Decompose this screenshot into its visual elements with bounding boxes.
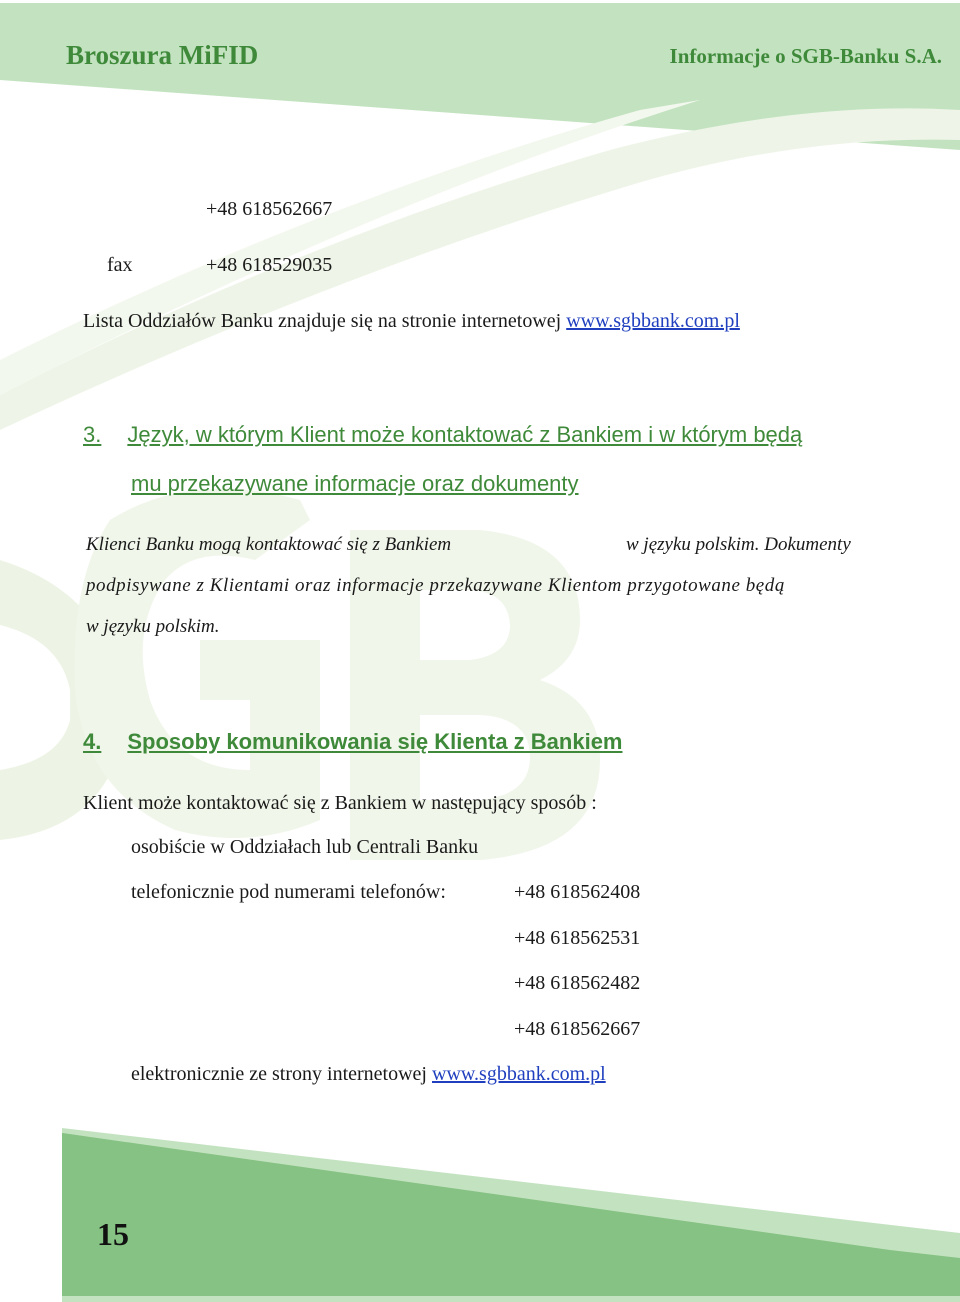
branches-line xyxy=(83,309,740,333)
phone-number: +48 618562667 xyxy=(514,1018,641,1040)
watermark-swoosh xyxy=(0,108,960,430)
brochure-title: Broszura MiFID xyxy=(66,40,259,70)
section4-number: 4. xyxy=(83,729,102,754)
contact-electronic-text: elektronicznie ze strony internetowej xyxy=(131,1063,432,1085)
bank-info-title: Informacje o SGB-Banku S.A. xyxy=(669,44,942,68)
section3-body-line1a: Klienci Banku mogą kontaktować się z Bankiem xyxy=(86,534,452,555)
website-link[interactable]: www.sgbbank.com.pl xyxy=(566,310,740,332)
phone-number: +48 618562408 xyxy=(514,881,641,903)
fax-label: fax xyxy=(107,254,133,276)
section4-intro: Klient może kontaktować się z Bankiem w następujący sposób : xyxy=(83,792,597,814)
fax-number: +48 618529035 xyxy=(206,254,333,276)
section3-body-line1b: w języku polskim. Dokumenty xyxy=(626,534,851,555)
section3-title-line2: mu przekazywane informacje oraz dokumenty xyxy=(131,471,579,496)
section4-title: Sposoby komunikowania się Klienta z Bankiem xyxy=(127,729,623,754)
contact-personal: osobiście w Oddziałach lub Centrali Banku xyxy=(131,836,479,858)
page-number: 15 xyxy=(97,1216,129,1252)
section3-heading-line1 xyxy=(83,422,802,448)
section3-body-line3: w języku polskim. xyxy=(86,616,220,637)
section4-heading xyxy=(83,729,623,755)
phone-number: +48 618562531 xyxy=(514,927,641,949)
contact-electronic xyxy=(131,1062,606,1086)
section3-title-line1: Język, w którym Klient może kontaktować z Bankiem i w którym będą xyxy=(127,422,803,447)
phone-number: +48 618562667 xyxy=(206,198,333,220)
section3-number: 3. xyxy=(83,422,102,447)
contact-phone-label: telefonicznie pod numerami telefonów: xyxy=(131,881,446,903)
website-link[interactable]: www.sgbbank.com.pl xyxy=(432,1063,606,1085)
section3-body-line2: podpisywane z Klientami oraz informacje przekazywane Klientom przygotowane będą xyxy=(86,575,785,596)
phone-number: +48 618562482 xyxy=(514,972,641,994)
branches-text: Lista Oddziałów Banku znajduje się na stronie internetowej xyxy=(83,310,567,332)
